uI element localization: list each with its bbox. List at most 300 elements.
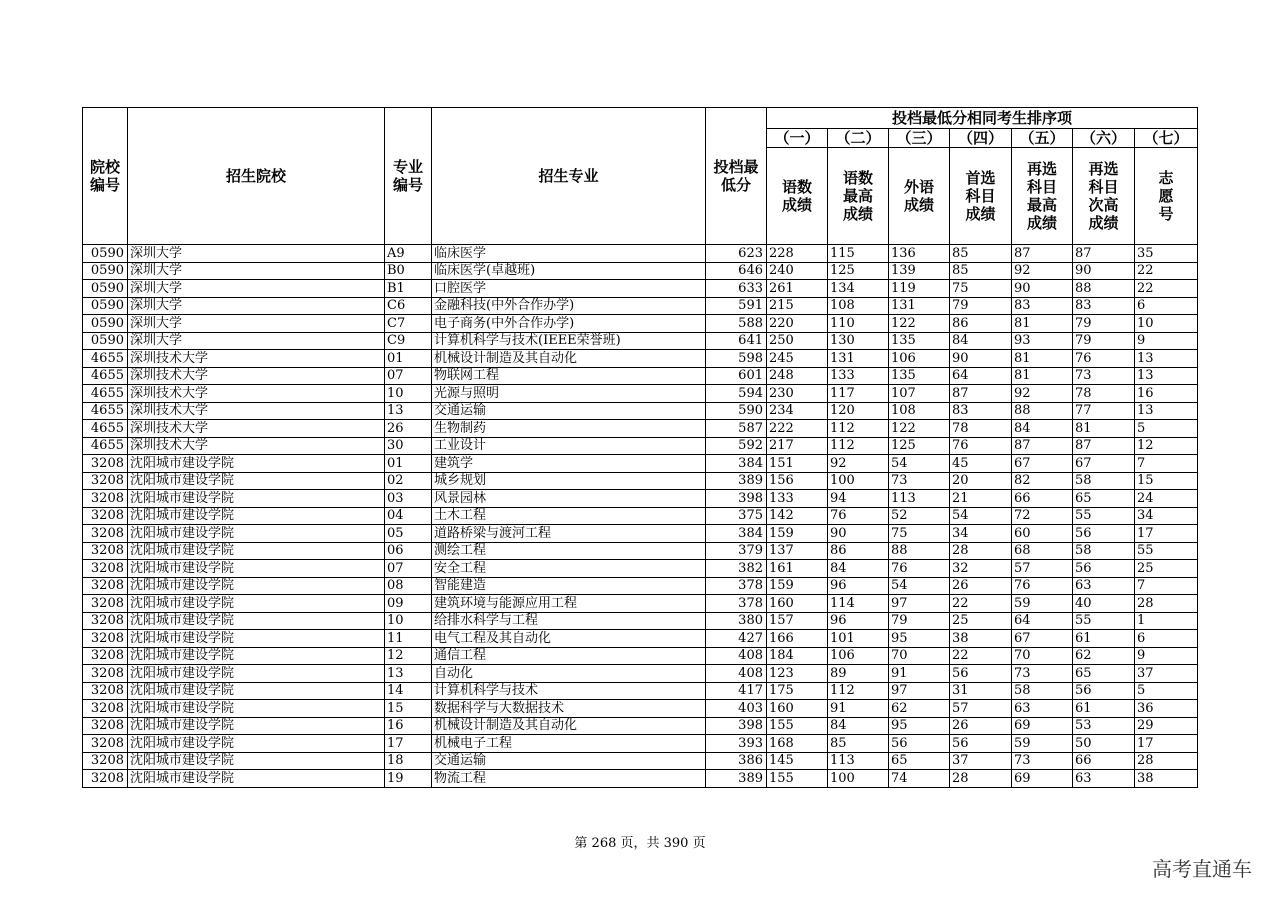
cell-tie-4: 56 [950, 735, 1012, 753]
cell-tie-2: 84 [828, 717, 889, 735]
cell-tie-5: 67 [1012, 630, 1073, 648]
cell-tie-6: 87 [1073, 437, 1135, 455]
cell-major-code: 16 [385, 717, 432, 735]
cell-school-name: 沈阳城市建设学院 [128, 507, 385, 525]
cell-tie-2: 112 [828, 420, 889, 438]
cell-major-code: 01 [385, 455, 432, 473]
cell-tie-7: 22 [1135, 262, 1198, 280]
cell-tie-5: 93 [1012, 332, 1073, 350]
table-row [83, 297, 1198, 315]
cell-major-name: 临床医学 [432, 245, 706, 263]
cell-tie-4: 85 [950, 262, 1012, 280]
cell-school-code: 4655 [83, 385, 128, 403]
cell-major-name: 计算机科学与技术 [432, 682, 706, 700]
cell-major-name: 通信工程 [432, 647, 706, 665]
header-school-name: 招生院校 [128, 108, 385, 245]
cell-tie-4: 28 [950, 770, 1012, 788]
cell-tie-5: 68 [1012, 542, 1073, 560]
cell-tie-5: 81 [1012, 350, 1073, 368]
cell-tie-4: 57 [950, 700, 1012, 718]
cell-major-code: 26 [385, 420, 432, 438]
cell-major-name: 机械设计制造及其自动化 [432, 717, 706, 735]
cell-tie-4: 54 [950, 507, 1012, 525]
cell-school-name: 沈阳城市建设学院 [128, 630, 385, 648]
cell-school-code: 3208 [83, 682, 128, 700]
cell-tie-6: 79 [1073, 315, 1135, 333]
cell-tie-5: 90 [1012, 280, 1073, 298]
cell-min-score: 389 [706, 770, 767, 788]
cell-tie-2: 106 [828, 647, 889, 665]
cell-tie-1: 155 [767, 770, 828, 788]
cell-tie-1: 157 [767, 612, 828, 630]
cell-major-name: 临床医学(卓越班) [432, 262, 706, 280]
header-tie-col: 外语成绩 [889, 148, 950, 245]
cell-tie-4: 79 [950, 297, 1012, 315]
cell-school-code: 4655 [83, 402, 128, 420]
cell-tie-3: 139 [889, 262, 950, 280]
table-row [83, 770, 1198, 788]
cell-tie-6: 63 [1073, 577, 1135, 595]
table-row [83, 402, 1198, 420]
cell-tie-5: 73 [1012, 665, 1073, 683]
cell-tie-4: 22 [950, 647, 1012, 665]
cell-major-code: 18 [385, 752, 432, 770]
table-row [83, 647, 1198, 665]
cell-tie-2: 125 [828, 262, 889, 280]
cell-tie-2: 100 [828, 770, 889, 788]
cell-major-code: 04 [385, 507, 432, 525]
cell-major-code: 08 [385, 577, 432, 595]
cell-tie-3: 125 [889, 437, 950, 455]
cell-tie-4: 76 [950, 437, 1012, 455]
header-tie-num: （七） [1135, 129, 1198, 148]
table-row [83, 525, 1198, 543]
cell-major-code: B1 [385, 280, 432, 298]
cell-min-score: 417 [706, 682, 767, 700]
table-row [83, 630, 1198, 648]
cell-school-name: 深圳大学 [128, 262, 385, 280]
cell-school-name: 深圳技术大学 [128, 402, 385, 420]
cell-school-name: 沈阳城市建设学院 [128, 752, 385, 770]
cell-tie-7: 13 [1135, 350, 1198, 368]
cell-tie-6: 62 [1073, 647, 1135, 665]
header-tie-group: 投档最低分相同考生排序项 [767, 108, 1198, 129]
cell-school-name: 沈阳城市建设学院 [128, 577, 385, 595]
cell-min-score: 384 [706, 525, 767, 543]
header-tie-num: （三） [889, 129, 950, 148]
cell-min-score: 398 [706, 717, 767, 735]
cell-tie-3: 88 [889, 542, 950, 560]
cell-tie-4: 78 [950, 420, 1012, 438]
cell-major-name: 测绘工程 [432, 542, 706, 560]
cell-min-score: 641 [706, 332, 767, 350]
cell-tie-5: 82 [1012, 472, 1073, 490]
cell-tie-3: 75 [889, 525, 950, 543]
cell-tie-7: 12 [1135, 437, 1198, 455]
table-row [83, 700, 1198, 718]
cell-tie-7: 5 [1135, 682, 1198, 700]
table-row [83, 315, 1198, 333]
table-row [83, 577, 1198, 595]
cell-school-code: 3208 [83, 472, 128, 490]
cell-tie-6: 55 [1073, 612, 1135, 630]
cell-major-code: 02 [385, 472, 432, 490]
cell-tie-3: 135 [889, 367, 950, 385]
cell-school-code: 3208 [83, 717, 128, 735]
cell-tie-3: 73 [889, 472, 950, 490]
cell-tie-2: 112 [828, 437, 889, 455]
cell-tie-3: 95 [889, 717, 950, 735]
cell-tie-4: 34 [950, 525, 1012, 543]
cell-min-score: 408 [706, 647, 767, 665]
cell-major-name: 建筑环境与能源应用工程 [432, 595, 706, 613]
cell-min-score: 587 [706, 420, 767, 438]
cell-major-name: 安全工程 [432, 560, 706, 578]
cell-tie-7: 13 [1135, 367, 1198, 385]
cell-min-score: 591 [706, 297, 767, 315]
cell-tie-2: 96 [828, 577, 889, 595]
cell-min-score: 378 [706, 577, 767, 595]
cell-school-code: 0590 [83, 332, 128, 350]
cell-tie-3: 52 [889, 507, 950, 525]
cell-major-name: 金融科技(中外合作办学) [432, 297, 706, 315]
cell-tie-5: 64 [1012, 612, 1073, 630]
cell-tie-4: 38 [950, 630, 1012, 648]
cell-tie-7: 34 [1135, 507, 1198, 525]
cell-tie-6: 87 [1073, 245, 1135, 263]
cell-school-name: 沈阳城市建设学院 [128, 682, 385, 700]
table-row [83, 507, 1198, 525]
cell-min-score: 379 [706, 542, 767, 560]
cell-tie-2: 89 [828, 665, 889, 683]
cell-tie-7: 38 [1135, 770, 1198, 788]
cell-tie-7: 7 [1135, 577, 1198, 595]
cell-tie-1: 161 [767, 560, 828, 578]
admission-score-table [82, 107, 1198, 788]
table-row [83, 560, 1198, 578]
cell-tie-3: 135 [889, 332, 950, 350]
cell-school-name: 沈阳城市建设学院 [128, 455, 385, 473]
cell-major-name: 光源与照明 [432, 385, 706, 403]
cell-major-code: B0 [385, 262, 432, 280]
cell-school-code: 0590 [83, 315, 128, 333]
cell-tie-7: 55 [1135, 542, 1198, 560]
cell-min-score: 633 [706, 280, 767, 298]
cell-major-code: 15 [385, 700, 432, 718]
cell-tie-6: 63 [1073, 770, 1135, 788]
table-row [83, 367, 1198, 385]
cell-school-code: 3208 [83, 455, 128, 473]
table-body [83, 245, 1198, 788]
cell-school-name: 沈阳城市建设学院 [128, 542, 385, 560]
cell-school-code: 0590 [83, 297, 128, 315]
cell-school-name: 沈阳城市建设学院 [128, 665, 385, 683]
cell-tie-7: 24 [1135, 490, 1198, 508]
cell-tie-1: 217 [767, 437, 828, 455]
cell-major-code: 09 [385, 595, 432, 613]
cell-tie-7: 6 [1135, 630, 1198, 648]
cell-school-name: 深圳大学 [128, 297, 385, 315]
cell-tie-3: 56 [889, 735, 950, 753]
cell-tie-7: 28 [1135, 595, 1198, 613]
cell-tie-1: 156 [767, 472, 828, 490]
cell-tie-1: 123 [767, 665, 828, 683]
cell-major-name: 交通运输 [432, 752, 706, 770]
cell-school-name: 深圳技术大学 [128, 350, 385, 368]
table-row [83, 455, 1198, 473]
table-row [83, 262, 1198, 280]
cell-major-name: 物流工程 [432, 770, 706, 788]
table-row [83, 735, 1198, 753]
cell-tie-4: 83 [950, 402, 1012, 420]
page-number: 第 268 页，共 390 页 [574, 836, 706, 851]
cell-major-name: 土木工程 [432, 507, 706, 525]
cell-tie-1: 159 [767, 525, 828, 543]
cell-school-name: 深圳技术大学 [128, 367, 385, 385]
table-header [83, 108, 1198, 245]
cell-tie-3: 95 [889, 630, 950, 648]
cell-tie-1: 215 [767, 297, 828, 315]
cell-school-code: 4655 [83, 367, 128, 385]
cell-tie-1: 240 [767, 262, 828, 280]
cell-min-score: 598 [706, 350, 767, 368]
cell-major-name: 给排水科学与工程 [432, 612, 706, 630]
cell-tie-3: 54 [889, 577, 950, 595]
cell-tie-7: 15 [1135, 472, 1198, 490]
cell-tie-1: 155 [767, 717, 828, 735]
cell-tie-2: 120 [828, 402, 889, 420]
cell-tie-5: 69 [1012, 770, 1073, 788]
cell-tie-6: 66 [1073, 752, 1135, 770]
cell-major-code: 30 [385, 437, 432, 455]
cell-tie-5: 72 [1012, 507, 1073, 525]
cell-tie-5: 87 [1012, 245, 1073, 263]
cell-tie-6: 73 [1073, 367, 1135, 385]
cell-major-code: 13 [385, 402, 432, 420]
cell-school-code: 3208 [83, 560, 128, 578]
cell-tie-6: 77 [1073, 402, 1135, 420]
cell-tie-4: 64 [950, 367, 1012, 385]
cell-school-code: 3208 [83, 490, 128, 508]
cell-school-name: 沈阳城市建设学院 [128, 525, 385, 543]
header-tie-col: 志愿号 [1135, 148, 1198, 245]
cell-tie-3: 79 [889, 612, 950, 630]
header-tie-num: （四） [950, 129, 1012, 148]
cell-tie-4: 20 [950, 472, 1012, 490]
cell-min-score: 646 [706, 262, 767, 280]
cell-major-name: 城乡规划 [432, 472, 706, 490]
cell-tie-6: 83 [1073, 297, 1135, 315]
cell-tie-5: 84 [1012, 420, 1073, 438]
cell-school-name: 深圳大学 [128, 245, 385, 263]
cell-tie-2: 91 [828, 700, 889, 718]
cell-school-name: 沈阳城市建设学院 [128, 472, 385, 490]
cell-tie-2: 134 [828, 280, 889, 298]
cell-min-score: 594 [706, 385, 767, 403]
cell-tie-1: 145 [767, 752, 828, 770]
cell-tie-7: 16 [1135, 385, 1198, 403]
cell-school-name: 深圳大学 [128, 280, 385, 298]
cell-tie-4: 26 [950, 577, 1012, 595]
cell-min-score: 408 [706, 665, 767, 683]
cell-tie-5: 59 [1012, 595, 1073, 613]
cell-tie-4: 87 [950, 385, 1012, 403]
cell-tie-2: 110 [828, 315, 889, 333]
cell-tie-3: 65 [889, 752, 950, 770]
cell-tie-7: 37 [1135, 665, 1198, 683]
header-tie-col: 语数成绩 [767, 148, 828, 245]
cell-tie-5: 83 [1012, 297, 1073, 315]
cell-major-code: 05 [385, 525, 432, 543]
cell-school-code: 4655 [83, 437, 128, 455]
cell-major-name: 生物制药 [432, 420, 706, 438]
table-row [83, 717, 1198, 735]
cell-major-name: 机械设计制造及其自动化 [432, 350, 706, 368]
cell-school-code: 4655 [83, 420, 128, 438]
cell-tie-3: 107 [889, 385, 950, 403]
table-row [83, 752, 1198, 770]
cell-school-name: 沈阳城市建设学院 [128, 717, 385, 735]
cell-tie-6: 58 [1073, 542, 1135, 560]
cell-major-name: 智能建造 [432, 577, 706, 595]
cell-tie-7: 17 [1135, 525, 1198, 543]
cell-tie-1: 133 [767, 490, 828, 508]
cell-tie-4: 45 [950, 455, 1012, 473]
cell-tie-1: 168 [767, 735, 828, 753]
cell-tie-3: 54 [889, 455, 950, 473]
cell-tie-6: 65 [1073, 665, 1135, 683]
cell-school-name: 沈阳城市建设学院 [128, 735, 385, 753]
cell-major-name: 电气工程及其自动化 [432, 630, 706, 648]
header-tie-col: 再选科目最高成绩 [1012, 148, 1073, 245]
cell-school-name: 沈阳城市建设学院 [128, 595, 385, 613]
cell-tie-7: 17 [1135, 735, 1198, 753]
table-row [83, 280, 1198, 298]
cell-tie-2: 101 [828, 630, 889, 648]
table-row [83, 612, 1198, 630]
table-row [83, 472, 1198, 490]
cell-min-score: 403 [706, 700, 767, 718]
cell-tie-6: 61 [1073, 630, 1135, 648]
cell-tie-5: 92 [1012, 262, 1073, 280]
cell-tie-7: 7 [1135, 455, 1198, 473]
table-row [83, 437, 1198, 455]
cell-tie-1: 184 [767, 647, 828, 665]
cell-tie-5: 88 [1012, 402, 1073, 420]
cell-tie-6: 56 [1073, 560, 1135, 578]
cell-min-score: 592 [706, 437, 767, 455]
cell-tie-6: 53 [1073, 717, 1135, 735]
cell-tie-2: 85 [828, 735, 889, 753]
cell-tie-4: 86 [950, 315, 1012, 333]
cell-tie-2: 117 [828, 385, 889, 403]
cell-school-name: 深圳技术大学 [128, 420, 385, 438]
table-row [83, 542, 1198, 560]
cell-min-score: 375 [706, 507, 767, 525]
cell-school-code: 3208 [83, 630, 128, 648]
cell-tie-3: 131 [889, 297, 950, 315]
table-row [83, 490, 1198, 508]
cell-major-code: 11 [385, 630, 432, 648]
header-min-score: 投档最低分 [706, 108, 767, 245]
cell-tie-4: 75 [950, 280, 1012, 298]
cell-major-name: 口腔医学 [432, 280, 706, 298]
cell-tie-1: 151 [767, 455, 828, 473]
cell-tie-2: 76 [828, 507, 889, 525]
table-row [83, 245, 1198, 263]
cell-major-code: C6 [385, 297, 432, 315]
cell-major-code: 10 [385, 612, 432, 630]
cell-tie-7: 10 [1135, 315, 1198, 333]
cell-school-code: 4655 [83, 350, 128, 368]
cell-tie-7: 5 [1135, 420, 1198, 438]
cell-tie-1: 248 [767, 367, 828, 385]
cell-min-score: 389 [706, 472, 767, 490]
cell-tie-1: 234 [767, 402, 828, 420]
cell-min-score: 623 [706, 245, 767, 263]
cell-major-name: 电子商务(中外合作办学) [432, 315, 706, 333]
cell-tie-3: 74 [889, 770, 950, 788]
cell-min-score: 393 [706, 735, 767, 753]
cell-min-score: 380 [706, 612, 767, 630]
cell-tie-2: 94 [828, 490, 889, 508]
cell-tie-3: 62 [889, 700, 950, 718]
cell-major-name: 道路桥梁与渡河工程 [432, 525, 706, 543]
cell-tie-4: 84 [950, 332, 1012, 350]
cell-tie-5: 87 [1012, 437, 1073, 455]
cell-tie-2: 90 [828, 525, 889, 543]
cell-tie-4: 31 [950, 682, 1012, 700]
cell-tie-1: 160 [767, 595, 828, 613]
cell-school-name: 深圳大学 [128, 315, 385, 333]
cell-school-name: 沈阳城市建设学院 [128, 770, 385, 788]
cell-min-score: 398 [706, 490, 767, 508]
cell-min-score: 427 [706, 630, 767, 648]
cell-tie-5: 66 [1012, 490, 1073, 508]
cell-tie-3: 97 [889, 595, 950, 613]
cell-school-name: 深圳技术大学 [128, 437, 385, 455]
cell-tie-6: 58 [1073, 472, 1135, 490]
cell-school-code: 3208 [83, 612, 128, 630]
cell-major-name: 自动化 [432, 665, 706, 683]
header-tie-col: 再选科目次高成绩 [1073, 148, 1135, 245]
cell-school-code: 3208 [83, 665, 128, 683]
cell-tie-1: 222 [767, 420, 828, 438]
cell-major-code: 03 [385, 490, 432, 508]
cell-tie-5: 60 [1012, 525, 1073, 543]
cell-tie-1: 220 [767, 315, 828, 333]
cell-min-score: 384 [706, 455, 767, 473]
header-tie-num: （二） [828, 129, 889, 148]
cell-tie-3: 122 [889, 420, 950, 438]
cell-tie-3: 119 [889, 280, 950, 298]
cell-tie-2: 115 [828, 245, 889, 263]
cell-tie-2: 96 [828, 612, 889, 630]
table-row [83, 665, 1198, 683]
cell-tie-7: 1 [1135, 612, 1198, 630]
cell-tie-7: 6 [1135, 297, 1198, 315]
cell-major-code: A9 [385, 245, 432, 263]
cell-major-code: 12 [385, 647, 432, 665]
cell-tie-1: 137 [767, 542, 828, 560]
cell-major-code: C7 [385, 315, 432, 333]
cell-school-name: 沈阳城市建设学院 [128, 700, 385, 718]
cell-school-code: 3208 [83, 525, 128, 543]
cell-tie-2: 133 [828, 367, 889, 385]
cell-school-code: 3208 [83, 752, 128, 770]
cell-tie-4: 56 [950, 665, 1012, 683]
cell-tie-1: 166 [767, 630, 828, 648]
